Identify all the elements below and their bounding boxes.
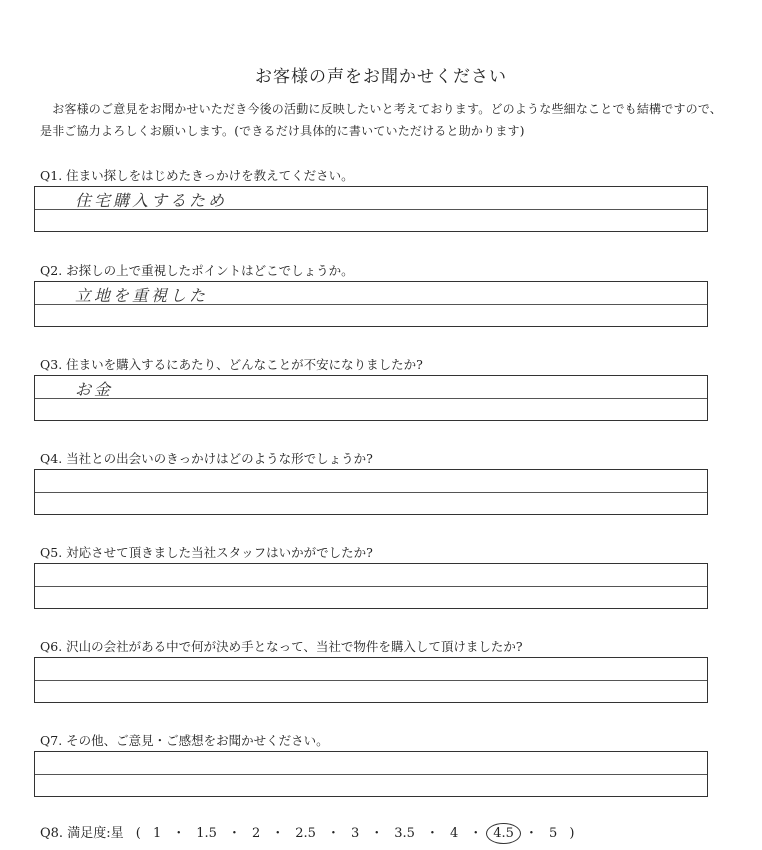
q8-option-2[interactable]: 2	[251, 826, 261, 841]
q4-rule	[35, 492, 707, 493]
q7-rule	[35, 774, 707, 775]
q3-rule	[35, 398, 707, 399]
q8-separator: ・	[370, 826, 384, 841]
q4-answer-box[interactable]	[34, 469, 708, 515]
q7-label: Q7. その他、ご意見・ご感想をお聞かせください。	[40, 733, 329, 748]
q8-separator: ・	[326, 826, 340, 841]
q5-rule	[35, 586, 707, 587]
q8-option-3-5[interactable]: 3.5	[394, 826, 415, 841]
q8-option-4-5[interactable]: 4.5	[493, 826, 514, 841]
intro-text: お客様のご意見をお聞かせいただき今後の活動に反映したいと考えております。どのような些細なことでも結構ですので、是非ご協力よろしくお願いします。(できるだけ具体的に書いていただけると助かります)	[40, 102, 723, 138]
q1-answer: 住宅購入するため	[75, 191, 228, 210]
q6-label: Q6. 沢山の会社がある中で何が決め手となって、当社で物件を購入して頂けましたか?	[40, 639, 523, 654]
q8-option-5[interactable]: 5	[548, 826, 558, 841]
q8-label: Q8. 満足度:星	[40, 826, 124, 841]
q6-rule	[35, 680, 707, 681]
q5-answer-box[interactable]	[34, 563, 708, 609]
q8-separator: ・	[469, 826, 483, 841]
q8-open-paren: (	[135, 826, 141, 841]
q8-separator: ・	[425, 826, 439, 841]
q8-option-1-5[interactable]: 1.5	[196, 826, 217, 841]
q8-option-4[interactable]: 4	[449, 826, 459, 841]
q8-close-paren: )	[569, 826, 575, 841]
q8-separator: ・	[271, 826, 285, 841]
q8-separator: ・	[227, 826, 241, 841]
q8-option-3[interactable]: 3	[350, 826, 360, 841]
q6-answer-box[interactable]	[34, 657, 708, 703]
q2-answer-box[interactable]	[34, 281, 708, 327]
q3-answer: お金	[75, 380, 114, 399]
q7-answer-box[interactable]	[34, 751, 708, 797]
q8-separator: ・	[172, 826, 186, 841]
page-title: お客様の声をお聞かせください	[255, 67, 507, 87]
q3-label: Q3. 住まいを購入するにあたり、どんなことが不安になりましたか?	[40, 357, 423, 372]
q8-options	[151, 826, 559, 841]
q8-option-1[interactable]: 1	[152, 826, 162, 841]
q2-answer: 立地を重視した	[75, 286, 209, 305]
q8-satisfaction-rating	[40, 822, 574, 841]
q3-answer-box[interactable]	[34, 375, 708, 421]
q8-separator: ・	[524, 826, 538, 841]
q8-option-2-5[interactable]: 2.5	[295, 826, 316, 841]
q4-label: Q4. 当社との出会いのきっかけはどのような形でしょうか?	[40, 451, 373, 466]
q1-label: Q1. 住まい探しをはじめたきっかけを教えてください。	[40, 168, 354, 183]
q5-label: Q5. 対応させて頂きました当社スタッフはいかがでしたか?	[40, 545, 373, 560]
q2-label: Q2. お探しの上で重視したポイントはどこでしょうか。	[40, 263, 354, 278]
q1-answer-box[interactable]	[34, 186, 708, 232]
